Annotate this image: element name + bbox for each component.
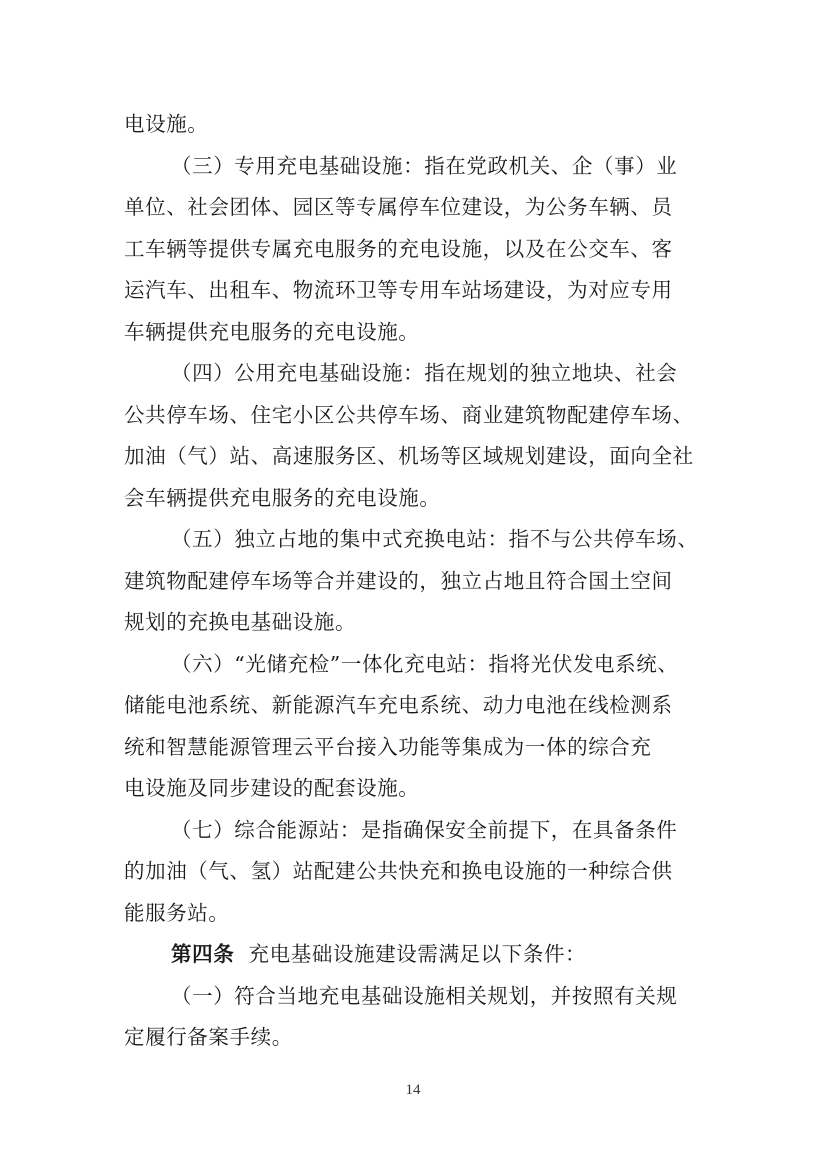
text-line: 定履行备案手续。 [124,1025,293,1049]
text-line: 能服务站。 [124,900,230,925]
text-line: 的加油（气、氢）站配建公共快充和换电设施的一种综合供 [124,859,673,883]
text-line: 车辆提供充电服务的充电设施。 [124,319,420,344]
text-line: 规划的充换电基础设施。 [124,610,357,634]
article-spacer [234,942,248,966]
text-line: 电设施及同步建设的配套设施。 [124,776,420,800]
text-line: （五）独立占地的集中式充换电站：指不与公共停车场、 [171,527,699,551]
text-line: 储能电池系统、新能源汽车充电系统、动力电池在线检测系 [124,693,673,717]
text-line: 电设施。 [124,112,209,136]
page-number: 14 [405,1082,421,1098]
body-text [124,104,704,1059]
text-line: （四）公用充电基础设施：指在规划的独立地块、社会 [171,361,678,385]
text-line: 会车辆提供充电服务的充电设施。 [124,485,441,510]
article-number: 第四条 [171,942,235,966]
text-line: 工车辆等提供专属充电服务的充电设施，以及在公交车、客 [124,236,673,261]
text-line: 建筑物配建停车场等合并建设的，独立占地且符合国土空间 [124,568,673,593]
text-line: （七）综合能源站：是指确保安全前提下，在具备条件 [171,817,678,842]
text-line: （三）专用充电基础设施：指在党政机关、企（事）业 [171,153,678,178]
text-line: 公共停车场、住宅小区公共停车场、商业建筑物配建停车场、 [124,402,694,427]
text-line: （六）“光储充检”一体化充电站：指将光伏发电系统、 [171,651,679,676]
text-line: （一）符合当地充电基础设施相关规划，并按照有关规 [171,983,678,1008]
article-text: 充电基础设施建设需满足以下条件： [248,942,587,966]
text-line: 运汽车、出租车、物流环卫等专用车站场建设，为对应专用 [124,278,673,302]
text-line: 单位、社会团体、园区等专属停车位建设，为公务车辆、员 [124,195,673,219]
text-line: 加油（气）站、高速服务区、机场等区域规划建设，面向全社 [124,444,694,468]
text-line: 统和智慧能源管理云平台接入功能等集成为一体的综合充 [124,734,652,759]
article-heading-line [124,934,704,976]
